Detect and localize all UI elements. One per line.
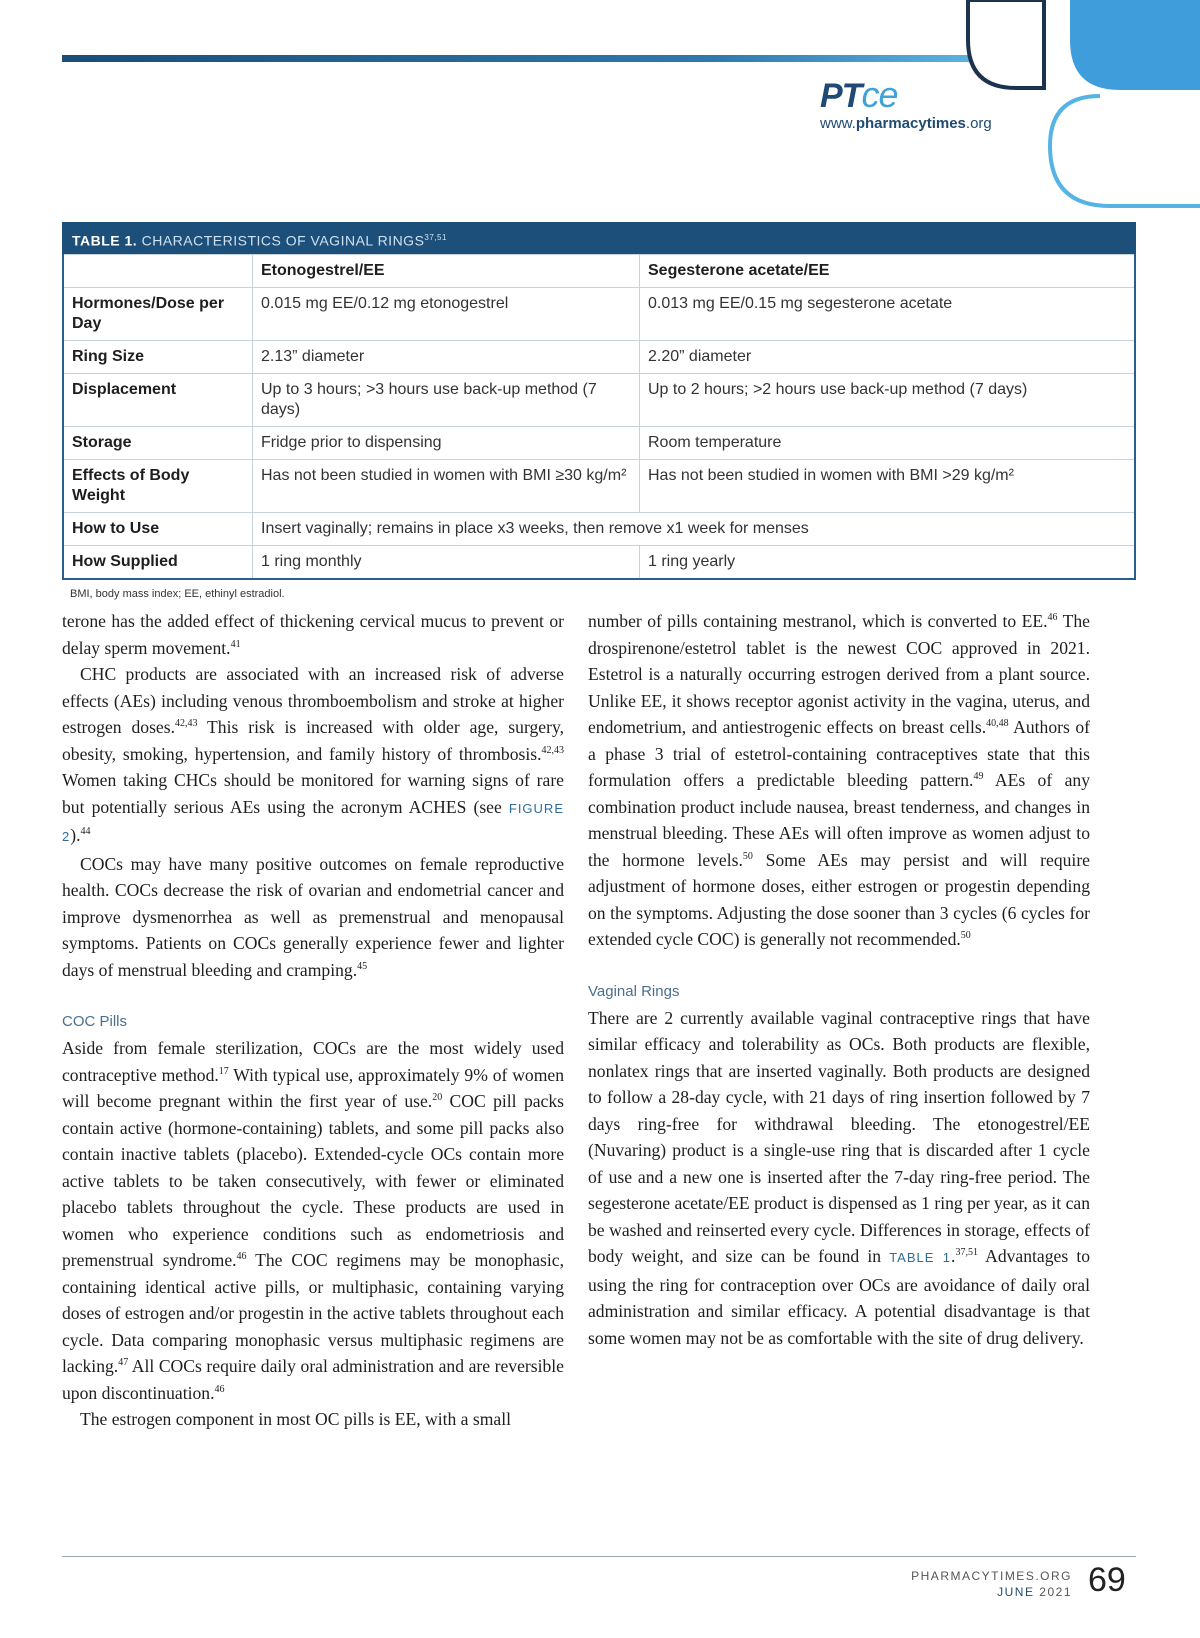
table-footnote: BMI, body mass index; EE, ethinyl estradiol. [70,588,285,600]
row-label: How to Use [63,513,253,546]
column-header: Segesterone acetate/EE [640,255,1136,288]
brand-logo[interactable] [820,74,1020,133]
paragraph: There are 2 currently available vaginal contraceptive rings that have similar efficacy and tolerability as OCs. Both products are flexible, nonlatex rings that are inserted vaginally. Both products are designed to follow a 28-day cycle, with 21 days of ring insertion followed by 7 days ring-free for withdrawal bleeding. The etonogestrel/EE (Nuvaring) product is a single-use ring that is discarded after 1 cycle of use and a new one is inserted after the 7-day ring-free period. The segesterone acetate/EE product is dispensed as 1 ring per year, as it can be washed and reinserted every cycle. Differences in storage, effects of body weight, and size can be found in TABLE 1.$^{37,51}$ Advantages to using the ring for contraception over OCs are avoidance of daily oral administration and similar efficacy. A potential disadvantage is that some women may not be as comfortable with the site of drug delivery. [588,1007,1091,1348]
row-label: Effects of Body Weight [63,460,253,513]
footer-rule [62,1556,1136,1557]
table-cell: 1 ring yearly [640,546,1136,580]
table-cell: 2.20” diameter [640,341,1136,374]
section-heading: Vaginal Rings [588,982,680,1000]
paragraph: terone has the added effect of thickening cervical mucus to prevent or delay sperm movement.$^{41}$ [62,611,564,658]
table-cell: Up to 3 hours; >3 hours use back-up method (7 days) [253,374,640,427]
table-row [63,341,1135,374]
table-row [63,288,1135,341]
table-row [63,427,1135,460]
row-label: Displacement [63,374,253,427]
table-row [63,546,1135,580]
table-row [63,460,1135,513]
page-number: 69 [1088,1561,1126,1599]
section-heading: COC Pills [62,1013,128,1030]
footer-site: PHARMACYTIMES.ORG [911,1569,1072,1583]
table-cell: Room temperature [640,427,1136,460]
column-header: Etonogestrel/EE [253,255,640,288]
footer-meta [880,1568,1072,1600]
paragraph: number of pills containing mestranol, which is converted to EE.$^{46}$ The drospirenone/estetrol tablet is the newest COC approved in 2021. Estetrol is a naturally occurring estrogen derived from a plant source. Unlike EE, it shows receptor agonist activity in the vagina, uterus, and endometrium, and antiestrogenic effects on breast cells.$^{40,48}$ Authors of a phase 3 trial of estetrol-containing contraceptives state that this formulation offers a predictable bleeding pattern.$^{49}$ AEs of any combination product include nausea, breast tenderness, and changes in menstrual bleeding. These AEs will often improve as women adjust to the hormone levels.$^{50}$ Some AEs may persist and will require adjustment of hormone doses, either estrogen or progestin depending on the symptoms. Adjusting the dose sooner than 3 cycles (6 cycles for extended cycle COC) is generally not recommended.$^{50}$ [588,611,1090,949]
paragraph: COCs may have many positive outcomes on female reproductive health. COCs decrease the risk of ovarian and endometrial cancer and improve dysmenorrhea as well as premenstrual and menopausal symptoms. Patients on COCs generally experience fewer and lighter days of menstrual bleeding and cramping.$^{45}$ [62,853,564,980]
table-row [63,374,1135,427]
column-header [63,255,253,288]
table-cell-merged: Insert vaginally; remains in place x3 weeks, then remove x1 week for menses [253,513,1136,546]
table-cell: Fridge prior to dispensing [253,427,640,460]
left-column [62,608,564,1433]
table-cell: Up to 2 hours; >2 hours use back-up method (7 days) [640,374,1136,427]
table-cell: 0.013 mg EE/0.15 mg segesterone acetate [640,288,1136,341]
paragraph: The estrogen component in most OC pills is EE, with a small [80,1409,511,1429]
row-label: Ring Size [63,341,253,374]
row-label: Storage [63,427,253,460]
right-column [588,608,1090,1351]
site-url[interactable]: www.pharmacytimes.org [820,115,992,132]
table-cell: 0.015 mg EE/0.12 mg etonogestrel [253,288,640,341]
table-row [63,513,1135,546]
row-label: How Supplied [63,546,253,580]
table-header-row [63,255,1135,288]
logo-wordmark: PTce [820,74,898,115]
footer-year: 2021 [1039,1585,1072,1599]
figure-reference-link[interactable]: FIGURE 2 [62,800,564,844]
paragraph: Aside from female sterilization, COCs are the most widely used contraceptive method.$^{17}$ With typical use, approximately 9% of women will become pregnant within the first year of use.$^{20}$ COC pill packs contain active (hormone-containing) tablets, and some pill packs also contain inactive tablets (placebo). Extended-cycle OCs contain more active tablets to be taken consecutively, with fewer or eliminated placebo tablets throughout the cycle. These products are used in women who experience conditions such as endometriosis and premenstrual syndrome.$^{46}$ The COC regimens may be monophasic, containing identical active pills, or multiphasic, containing varying doses of estrogen and/or progestin in the active tablets throughout each cycle. Data comparing monophasic versus multiphasic regimens are lacking.$^{47}$ All COCs require daily oral administration and are reversible upon discontinuation.$^{46}$ [62,1038,564,1403]
table-reference-link[interactable]: TABLE 1 [889,1250,952,1265]
table-cell: Has not been studied in women with BMI ≥30 kg/m² [253,460,640,513]
table-title: TABLE 1. CHARACTERISTICS OF VAGINAL RINGS$^{37,51}$ [62,222,1136,254]
characteristics-table [62,222,1136,600]
table-cell: 2.13” diameter [253,341,640,374]
header-rule [62,55,992,62]
table-cell: Has not been studied in women with BMI >29 kg/m² [640,460,1136,513]
footer-month: JUNE [997,1585,1035,1599]
row-label: Hormones/Dose per Day [63,288,253,341]
paragraph: CHC products are associated with an increased risk of adverse effects (AEs) including venous thromboembolism and stroke at higher estrogen doses.$^{42,43}$ This risk is increased with older age, surgery, obesity, smoking, hypertension, and family history of thrombosis.$^{42,43}$ Women taking CHCs should be monitored for warning signs of rare but potentially serious AEs using the acronym ACHES (see FIGURE 2).$^{44}$ [62,664,564,845]
table-cell: 1 ring monthly [253,546,640,580]
